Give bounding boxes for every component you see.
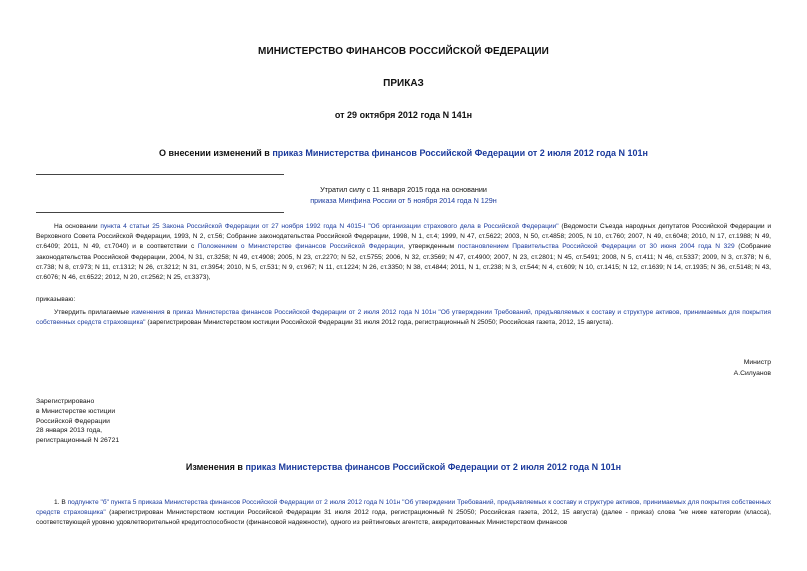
lapsed-note-text: Утратил силу с 11 января 2015 года на основании — [320, 185, 487, 194]
approve-paragraph — [36, 308, 771, 328]
preamble-text-1: На основании — [54, 223, 101, 230]
approve-text-3: (зарегистрирован Министерством юстиции Российской Федерации 31 июля 2012 года, регистрационный N 25050; Российская газета, 2012, 15 августа). — [145, 319, 614, 327]
divider-top — [36, 174, 284, 175]
changes-link[interactable]: изменения — [131, 309, 165, 316]
approve-text-2: в — [164, 309, 173, 316]
registration-block — [36, 397, 119, 446]
lapsed-note-link[interactable]: приказа Минфина России от 5 ноября 2014 года N 129н — [310, 196, 497, 205]
preamble-text-4: (Собрание законодательства Российской Федерации, 2004, N 31, ст.3258; N 49, ст.4908; 2005, N 23, ст.2270; N 52, ст.5755; 2006, N 32, ст.3569; N 47, ст.4900; 2007, N 23, ст.2801; N 45, ст.5491; 2008, N 5, ст.411; N 46, ст.5337; 2009, N 3, ст.378; N 6, ст.738; N 8, ст.973; N 11, ст.1312; N 26, ст.3212; N 31, ст.3954; 2010, N 5, ст.531; N 9, ст.967; N 11, ст.1224; N 26, ст.3350; N 38, ст.4844; 2011, N 1, ст.238; N 3, ст.544; N 4, ст.609; N 10, ст.1415; N 12, ст.1639; N 14, ст.1935; N 36, ст.5148; N 43, ст.6076; N 46, ст.6522; 2012, N 20, ст.2562; N 25, ст.3373), — [36, 243, 772, 282]
government-decree-link[interactable]: постановлением Правительства Российской Федерации от 30 июня 2004 года N 329 — [457, 243, 735, 251]
divider-bottom — [36, 212, 284, 213]
registration-line: регистрационный N 26721 — [36, 437, 120, 445]
order-subject — [0, 148, 807, 158]
order-101n-link[interactable]: приказ Министерства финансов Российской Федерации от 2 июля 2012 года N 101н "Об утверждении Требований, предъявляемых к составу и структуре активов, принимаемых для покрытия собственных средств страховщика" — [36, 309, 771, 327]
document-type-heading: ПРИКАЗ — [383, 78, 424, 89]
subparagraph-link[interactable]: подпункте "б" пункта 5 приказа Министерства финансов Российской Федерации от 2 июля 2012 года N 101н "Об утверждении Требований, предъявляемых к составу и структуре активов, принимаемых для покрытия собственных средств страховщика" — [36, 499, 771, 517]
registration-line: Зарегистрировано — [36, 398, 95, 405]
preamble-text-2: (Ведомости Съезда народных депутатов Российской Федерации и Верховного Совета Российской Федерации, 1993, N 2, ст.56; Собрание законодательства Российской Федерации, 1998, N 1, ст.4; 1999, N 47, ст.5622; 2003, N 50, ст.4858; 2005, N 10, ст.760; 2007, N 49, ст.6048; 2010, N 17, ст.1988; N 49, ст.6409; 2011, N 49, ст.7040) и в соответствии с — [36, 223, 771, 251]
lapsed-note — [0, 184, 807, 206]
registration-line: в Министерстве юстиции — [36, 407, 116, 415]
item-1-paragraph — [36, 498, 771, 529]
ministry-heading: МИНИСТЕРСТВО ФИНАНСОВ РОССИЙСКОЙ ФЕДЕРАЦИИ — [258, 46, 549, 57]
item-1-text-2: (зарегистрирован Министерством юстиции Российской Федерации 31 июля 2012 года, регистрационный N 25050; Российская газета, 2012, 15 августа) (далее - приказ) слова "не ниже категории (класса), соответствующей уровню удовлетворительной кредитоспособности (финансовой надежности), одного из рейтинговых агентств, аккредитованных Министерством финансов — [36, 509, 771, 527]
changes-title-link[interactable]: приказ Министерства финансов Российской Федерации от 2 июля 2012 года N 101н — [245, 462, 622, 472]
regulation-link[interactable]: Положением о Министерстве финансов Российской Федерации — [197, 243, 404, 251]
signer-name: А.Силуанов — [733, 370, 771, 377]
changes-title — [0, 462, 807, 472]
order-word: приказываю: — [36, 296, 76, 303]
signer-position: Министр — [743, 359, 771, 366]
subject-link[interactable]: приказ Министерства финансов Российской Федерации от 2 июля 2012 года N 101н — [272, 148, 648, 158]
preamble-paragraph — [36, 222, 771, 283]
registration-line: Российской Федерации — [36, 417, 110, 425]
order-date-number: от 29 октября 2012 года N 141н — [334, 110, 473, 120]
subject-prefix: О внесении изменений в — [159, 148, 273, 158]
changes-title-prefix: Изменения в — [185, 462, 246, 472]
item-1-text-1: 1. В — [54, 499, 68, 506]
law-link[interactable]: пункта 4 статьи 25 Закона Российской Федерации от 27 ноября 1992 года N 4015-I "Об организации страхового дела в Российской Федерации" — [100, 223, 559, 230]
registration-line: 28 января 2013 года, — [36, 427, 103, 435]
approve-text-1: Утвердить прилагаемые — [54, 309, 132, 316]
preamble-text-3: , утвержденным — [403, 243, 458, 251]
